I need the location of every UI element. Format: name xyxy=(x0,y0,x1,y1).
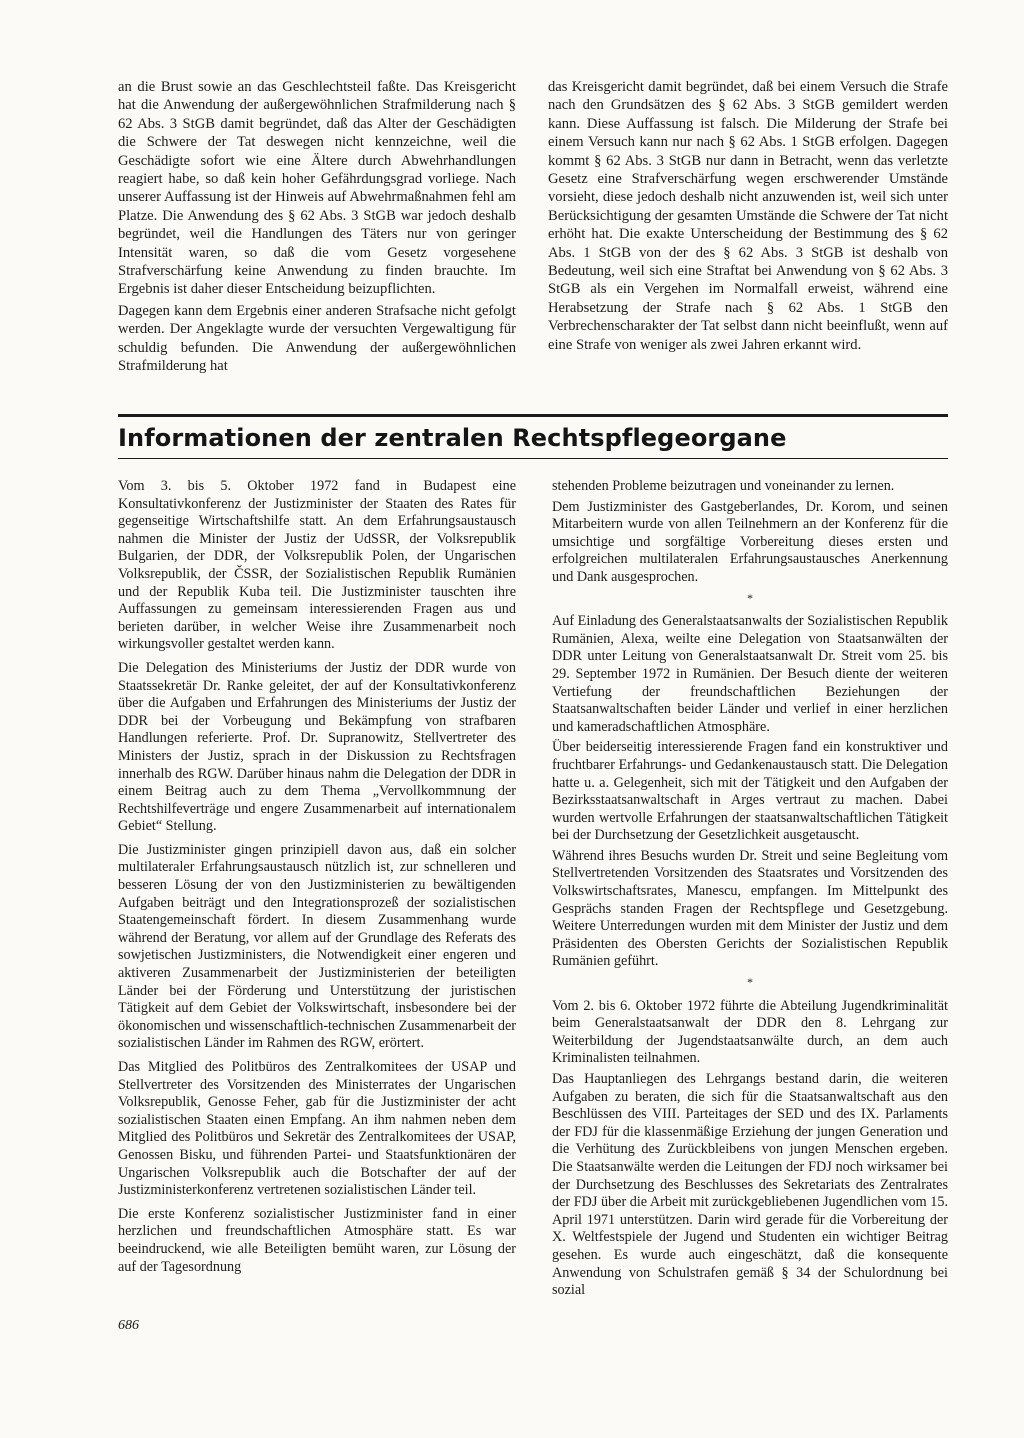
section-rule-top xyxy=(118,414,948,417)
paragraph: Auf Einladung des Generalstaatsanwalts der Sozialistischen Republik Rumänien, Alexa, weilte eine Delegation von Staatsanwälten der DDR unter Leitung von Generalstaatsanwalt Dr. Streit vom 25. bis 29. September 1972 in Rumänien. Der Besuch diente der weiteren Vertiefung der freundschaftlichen Beziehungen der Staatsanwaltschaften beider Länder und verlief in einer herzlichen und kameradschaftlichen Atmosphäre. xyxy=(552,613,948,735)
top-left-column xyxy=(118,78,516,379)
paragraph: Das Hauptanliegen des Lehrgangs bestand darin, die weiteren Aufgaben zu beraten, die sich für die Staatsanwaltschaft aus den Beschlüssen des VIII. Parteitages der SED und des IX. Parlaments der FDJ für die klassenmäßige Erziehung der jungen Generation und die Verhütung des Zurückbleibens von jungen Menschen ergeben. Die Staatsanwälte werden die Leitungen der FDJ noch wirksamer bei der Durchsetzung des Beschlusses des Sekretariats des Zentralrates der FDJ über die Arbeit mit zurückgebliebenen Jugendlichen vom 15. April 1971 unterstützen. Darin wird gerade für die Vorbereitung der X. Weltfestspiele der Jugend und Studenten ein wichtiger Beitrag gesehen. Es wurde auch eingeschätzt, daß die konsequente Anwendung von Schulstrafen gemäß § 34 der Schulordnung bei sozial xyxy=(552,1071,948,1299)
separator-star: * xyxy=(747,975,753,990)
page-number: 686 xyxy=(118,1318,139,1333)
paragraph: Vom 2. bis 6. Oktober 1972 führte die Abteilung Jugendkriminalität beim Generalstaatsanwalt der DDR den 8. Lehrgang zur Weiterbildung der Jugendstaatsanwälte durch, an dem auch Kriminalisten teilnahmen. xyxy=(552,997,948,1067)
paragraph: Die Justizminister gingen prinzipiell davon aus, daß ein solcher multilateraler Erfahrungsaustausch nützlich ist, zur schnelleren und besseren Lösung der von den Justizministerien zu bewältigenden Aufgaben beiträgt und den Integrationsprozeß der sozialistischen Staatengemeinschaft fördert. In diesem Zusammenhang wurde während der Beratung, vor allem auf der Grundlage des Referats des sowjetischen Justizministers, die Notwendigkeit einer engeren und aktiveren Zusammenarbeit der Justizministerien der beteiligten Länder bei der Förderung und Unterstützung der juristischen Tätigkeit auf dem Gebiet der Volkswirtschaft, insbesondere bei der ökonomischen und wissenschaftlich-technischen Zusammenarbeit der sozialistischen Länder im Rahmen des RGW, erörtert. xyxy=(118,841,516,1052)
paragraph: Vom 3. bis 5. Oktober 1972 fand in Budapest eine Konsultativkonferenz der Justizminister der Staaten des Rates für gegenseitige Wirtschaftshilfe statt. An dem Erfahrungsaustausch nahmen die Minister der Justiz der UdSSR, der Volksrepublik Bulgarien, der DDR, der Volksrepublik Polen, der Ungarischen Volksrepublik, der ČSSR, der Sozialistischen Republik Rumänien und der Republik Kuba teil. Die Justizminister tauschten ihre Auffassungen zu gemeinsam interessierenden Fragen aus und berieten darüber, in welcher Weise ihre Zusammenarbeit noch wirkungsvoller gestaltet werden kann. xyxy=(118,478,516,653)
paragraph: Die erste Konferenz sozialistischer Justizminister fand in einer herzlichen und freundschaftlichen Atmosphäre statt. Es war beeindruckend, wie alle Beteiligten bemüht waren, zur Lösung der auf der Tagesordnung xyxy=(118,1205,516,1275)
paragraph: Das Mitglied des Politbüros des Zentralkomitees der USAP und Stellvertreter des Vorsitzenden des Ministerrates der Ungarischen Volksrepublik, Genosse Feher, gab für die Justizminister der acht sozialistischen Staaten einen Empfang. An ihm nahmen neben dem Mitglied des Politbüros und Sekretär des Zentralkomitees der USAP, Genossen Bisku, und führenden Partei- und Staatsfunktionären der Ungarischen Volksrepublik auch die Botschafter der auf der Justizministerkonferenz vertretenen sozialistischen Länder teil. xyxy=(118,1059,516,1199)
paragraph: Dagegen kann dem Ergebnis einer anderen Strafsache nicht gefolgt werden. Der Angeklagte wurde der versuchten Vergewaltigung für schuldig befunden. Die Anwendung der außergewöhnlichen Strafmilderung hat xyxy=(118,302,516,375)
separator-star: * xyxy=(747,590,753,605)
paragraph: das Kreisgericht damit begründet, daß bei einem Versuch die Strafe nach den Grundsätzen des § 62 Abs. 3 StGB gemildert werden kann. Diese Auffassung ist falsch. Die Milderung der Strafe bei einem Versuch kann nur nach § 62 Abs. 1 StGB erfolgen. Dagegen kommt § 62 Abs. 3 StGB nur dann in Betracht, wenn das verletzte Gesetz eine Strafverschärfung wegen erschwerender Umstände vorsieht, diese jedoch deshalb nicht anzuwenden ist, weil sich unter Berücksichtigung der gesamten Umstände die Schwere der Tat nicht erhöht hat. Die exakte Unterscheidung der Bestimmung des § 62 Abs. 1 StGB von der des § 62 Abs. 3 StGB ist deshalb von Bedeutung, weil sich eine Straftat bei Anwendung von § 62 Abs. 3 StGB als ein Vergehen im Normalfall erweist, während eine Herabsetzung der Strafe nach § 62 Abs. 1 StGB den Verbrechenscharakter der Tat selbst dann nicht beeinflußt, wenn auf eine Strafe von weniger als zwei Jahren erkannt wird. xyxy=(548,79,948,353)
paragraph: stehenden Probleme beizutragen und voneinander zu lernen. xyxy=(552,478,895,494)
section-title: Informationen der zentralen Rechtspflegeorgane xyxy=(118,424,787,452)
bottom-right-column xyxy=(552,478,948,1303)
top-right-column xyxy=(548,78,948,357)
paragraph: Über beiderseitig interessierende Fragen fand ein konstruktiver und fruchtbarer Erfahrungs- und Gedankenaustausch statt. Die Delegation hatte u. a. Gelegenheit, sich mit der Tätigkeit und den Aufgaben der Bezirksstaatsanwaltschaft in Arges vertraut zu machen. Dabei wurden wertvolle Erfahrungen der staatsanwaltschaftlichen Tätigkeit bei der Durchsetzung der Gesetzlichkeit ausgetauscht. xyxy=(552,739,948,844)
paragraph: Die Delegation des Ministeriums der Justiz der DDR wurde von Staatssekretär Dr. Ranke geleitet, der auf der Konsultativkonferenz über die Aufgaben und Erfahrungen des Ministeriums der Justiz der DDR bei der Vorbeugung und Bekämpfung von strafbaren Handlungen referierte. Prof. Dr. Supranowitz, Stellvertreter des Ministers der Justiz, sprach in der Diskussion zu Rechtsfragen innerhalb des RGW. Darüber hinaus nahm die Delegation der DDR in einem Beitrag auch zu dem Thema „Vervollkommnung der Rechtshilfeverträge und engere Zusammenarbeit auf internationalem Gebiet“ Stellung. xyxy=(118,659,516,835)
section-rule-bottom xyxy=(118,458,948,459)
paragraph: Dem Justizminister des Gastgeberlandes, Dr. Korom, und seinen Mitarbeitern wurde von allen Teilnehmern an der Konferenz für die umsichtige und sorgfältige Vorbereitung dieses ersten und erfolgreichen multilateralen Erfahrungsaustausches Anerkennung und Dank ausgesprochen. xyxy=(552,498,948,585)
bottom-left-column xyxy=(118,478,516,1279)
paragraph: Während ihres Besuchs wurden Dr. Streit und seine Begleitung vom Stellvertretenden Vorsitzenden des Staatsrates und Vorsitzenden des Volkswirtschaftsrates, Manescu, empfangen. Im Mittelpunkt des Gesprächs standen Fragen der Rechtspflege und Gesetzgebung. Weitere Unterredungen wurden mit dem Minister der Justiz und dem Präsidenten des Obersten Gerichts der Sozialistischen Republik Rumänien geführt. xyxy=(552,847,948,970)
paragraph: an die Brust sowie an das Geschlechtsteil faßte. Das Kreisgericht hat die Anwendung der außergewöhnlichen Strafmilderung nach § 62 Abs. 3 StGB damit begründet, daß das Alter der Geschädigten die Schwere der Tat deswegen nicht kennzeichne, weil die Geschädigte sofort wie eine Ältere durch Abwehrhandlungen reagiert habe, so daß kein hoher Gefährdungsgrad vorliege. Nach unserer Auffassung ist der Hinweis auf Abwehrmaßnahmen fehl am Platze. Die Anwendung des § 62 Abs. 3 StGB war jedoch deshalb begründet, weil die Handlungen des Täters nur von geringer Intensität waren, so daß die vom Gesetz vorgesehene Strafverschärfung keine Anwendung zu finden brauchte. Im Ergebnis ist daher dieser Entscheidung beizupflichten. xyxy=(118,79,516,298)
